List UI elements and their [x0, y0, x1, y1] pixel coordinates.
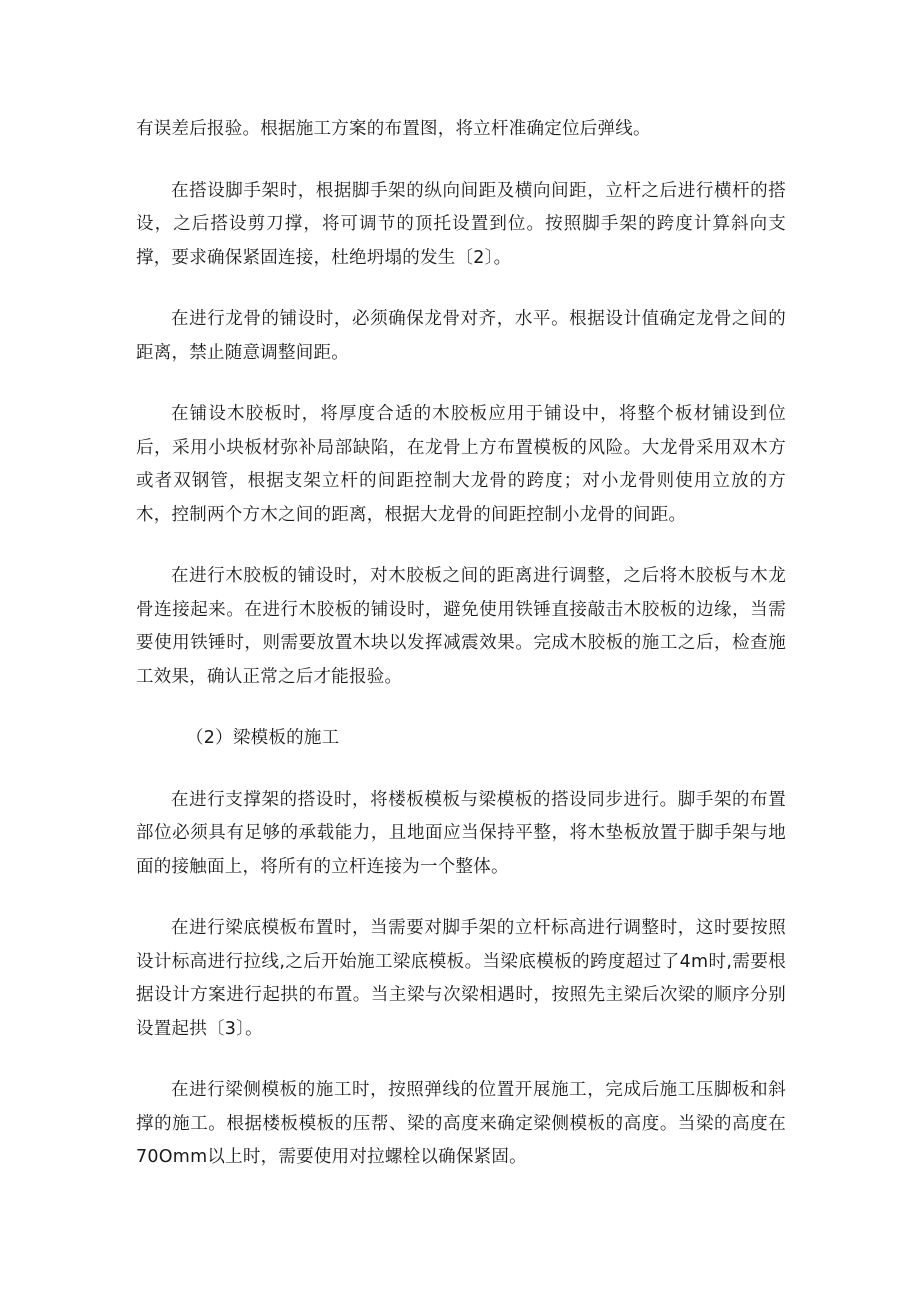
paragraph-8: 在进行梁侧模板的施工时，按照弹线的位置开展施工，完成后施工压脚板和斜撑的施工。根据楼板模板的压帮、梁的高度来确定梁侧模板的高度。当梁的高度在70Omm以上时，需要使用对拉螺栓以确保紧固。	[136, 1080, 786, 1167]
document-body	[136, 113, 786, 1203]
section-heading: （2）梁模板的施工	[186, 728, 340, 748]
paragraph-5: 在进行木胶板的铺设时，对木胶板之间的距离进行调整，之后将木胶板与木龙骨连接起来。在进行木胶板的铺设时，避免使用铁锤直接敲击木胶板的边缘，当需要使用铁锤时，则需要放置木块以发挥减震效果。完成木胶板的施工之后，检查施工效果，确认正常之后才能报验。	[136, 566, 786, 687]
paragraph-1: 有误差后报验。根据施工方案的布置图，将立杆准确定位后弹线。	[136, 119, 651, 139]
paragraph-4: 在铺设木胶板时，将厚度合适的木胶板应用于铺设中，将整个板材铺设到位后，采用小块板材弥补局部缺陷，在龙骨上方布置模板的风险。大龙骨采用双木方或者双钢管，根据支架立杆的间距控制大龙骨的跨度；对小龙骨则使用立放的方木，控制两个方木之间的距离，根据大龙骨的间距控制小龙骨的间距。	[136, 404, 786, 525]
paragraph-6: 在进行支撑架的搭设时，将楼板模板与梁模板的搭设同步进行。脚手架的布置部位必须具有足够的承载能力，且地面应当保持平整，将木垫板放置于脚手架与地面的接触面上，将所有的立杆连接为一个整体。	[136, 789, 786, 877]
paragraph-2: 在搭设脚手架时，根据脚手架的纵向间距及横向间距，立杆之后进行横杆的搭设，之后搭设剪刀撑，将可调节的顶托设置到位。按照脚手架的跨度计算斜向支撑，要求确保紧固连接，杜绝坍塌的发生〔2〕。	[136, 180, 786, 268]
paragraph-3: 在进行龙骨的铺设时，必须确保龙骨对齐，水平。根据设计值确定龙骨之间的距离，禁止随意调整间距。	[136, 309, 786, 363]
paragraph-7: 在进行梁底模板布置时，当需要对脚手架的立杆标高进行调整时，这时要按照设计标高进行拉线,之后开始施工梁底模板。当梁底模板的跨度超过了4m时,需要根据设计方案进行起拱的布置。当主梁与次梁相遇时，按照先主梁后次梁的顺序分别设置起拱〔3〕。	[136, 918, 786, 1039]
